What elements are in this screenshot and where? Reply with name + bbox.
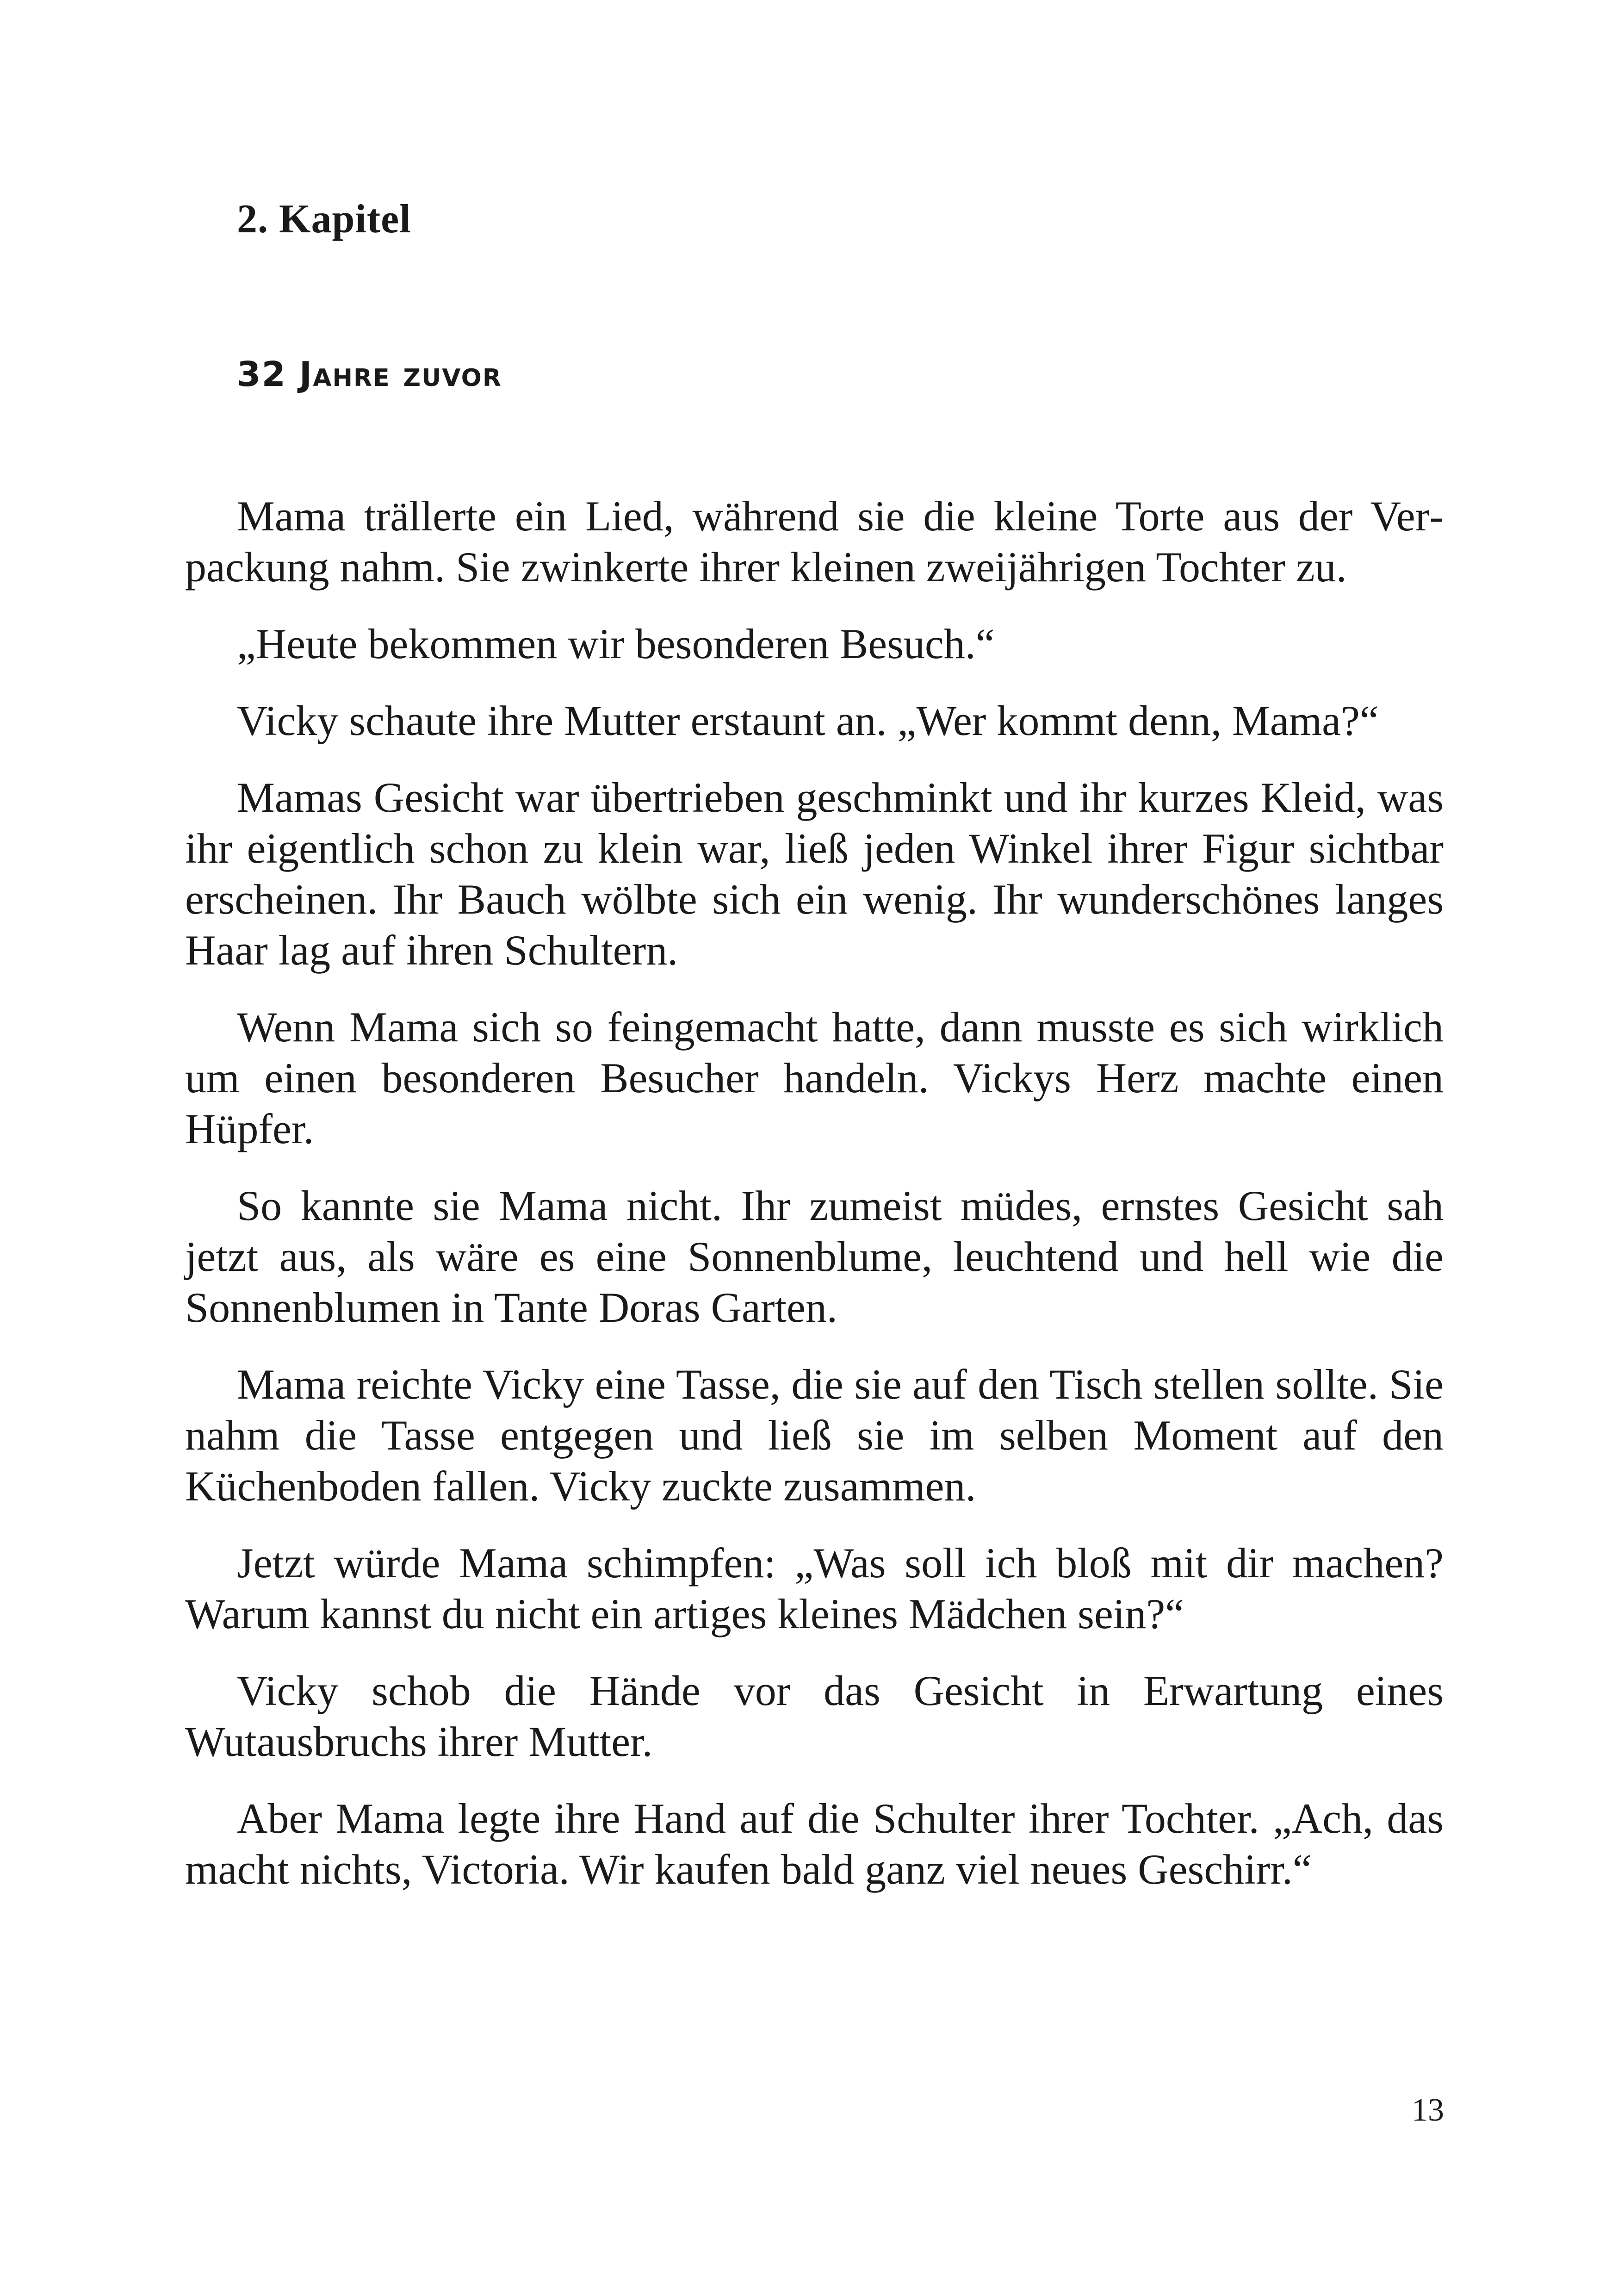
paragraph: Mamas Gesicht war übertrieben geschminkt und ihr kurzes Kleid, was ihr eigentlich schon zu klein war, ließ jeden Winkel ihrer Figur sichtbar erscheinen. Ihr Bauch wölbte sich ein wenig. Ihr wunderschönes langes Haar lag auf ihren Schultern. — [185, 774, 1444, 974]
section-heading: 32 Jahre zuvor — [237, 355, 502, 394]
paragraph: Vicky schob die Hände vor das Gesicht in Erwartung eines Wutausbruchs ihrer Mutter. — [185, 1667, 1444, 1765]
page-number: 13 — [1412, 2092, 1444, 2128]
paragraph: Aber Mama legte ihre Hand auf die Schulter ihrer Tochter. „Ach, das macht nichts, Victoria. Wir kaufen bald ganz viel neues Geschirr.“ — [185, 1795, 1444, 1893]
paragraph: Jetzt würde Mama schimpfen: „Was soll ich bloß mit dir machen? Warum kannst du nicht ein artiges kleines Mädchen sein?“ — [185, 1539, 1444, 1637]
paragraph: Wenn Mama sich so feingemacht hatte, dann musste es sich wirklich um einen besonderen Besucher handeln. Vickys Herz machte einen Hüpfer. — [185, 1003, 1444, 1152]
chapter-title: 2. Kapitel — [237, 197, 411, 242]
paragraph: Mama reichte Vicky eine Tasse, die sie auf den Tisch stellen sollte. Sie nahm die Tasse entgegen und ließ sie im selben Moment auf den Küchenboden fallen. Vicky zuckte zusammen. — [185, 1361, 1444, 1510]
body-text — [185, 491, 1444, 1921]
paragraph: So kannte sie Mama nicht. Ihr zumeist müdes, ernstes Gesicht sah jetzt aus, als wäre es eine Sonnenblume, leuchtend und hell wie die Sonnenblumen in Tante Doras Garten. — [185, 1182, 1444, 1331]
paragraph: „Heute bekommen wir besonderen Besuch.“ — [237, 620, 995, 667]
paragraph: Vicky schaute ihre Mutter erstaunt an. „Wer kommt denn, Mama?“ — [237, 697, 1379, 744]
paragraph: Mama trällerte ein Lied, während sie die kleine Torte aus der Verpackung nahm. Sie zwinkerte ihrer kleinen zweijährigen Tochter zu. — [185, 492, 1444, 591]
